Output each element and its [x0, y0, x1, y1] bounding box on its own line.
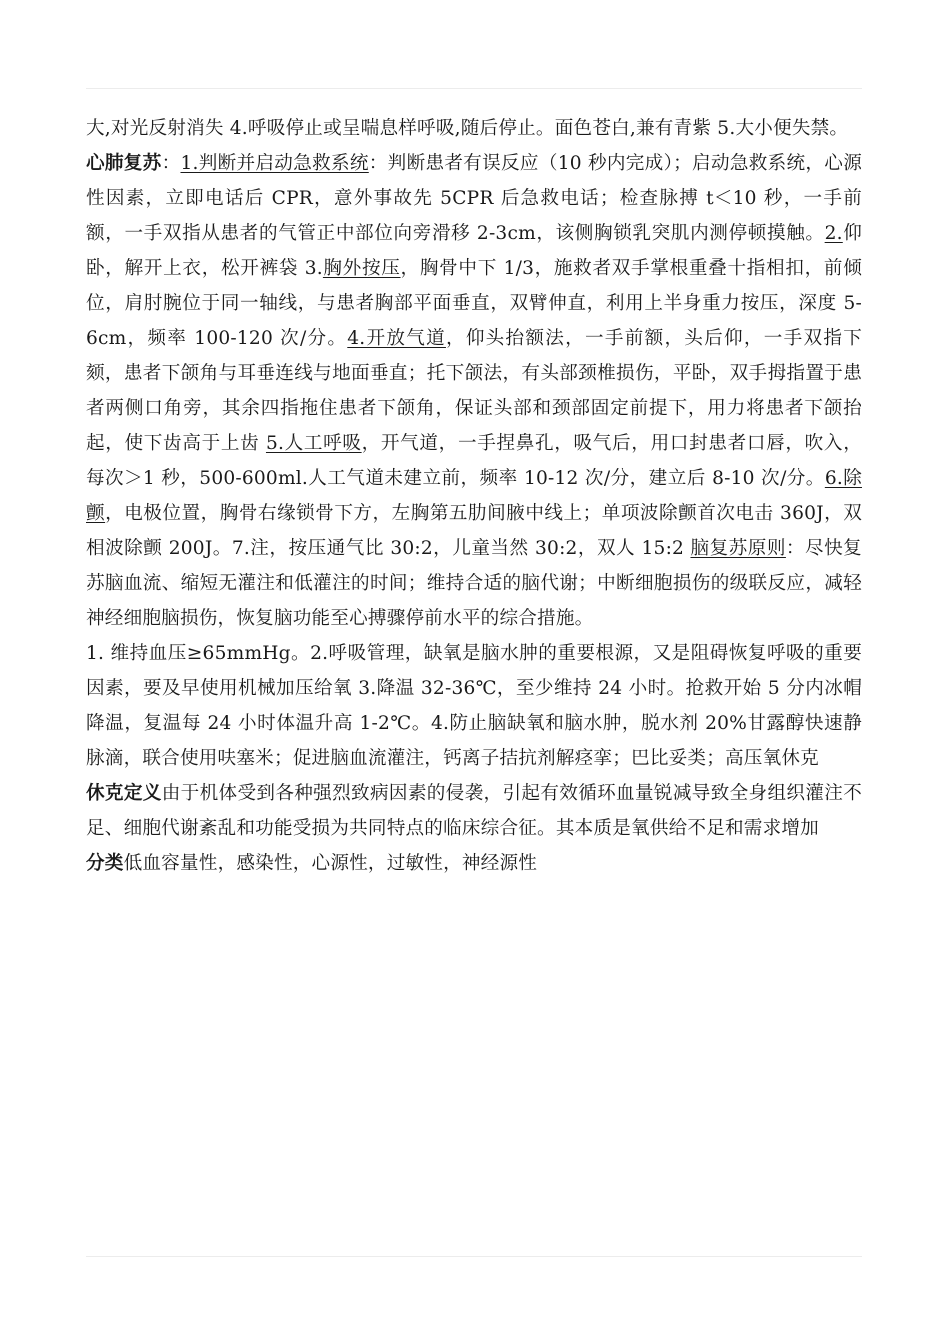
text-run: 仰卧，解开上衣，松开裤袋 3. [86, 223, 863, 279]
paragraph-brain-resuscitation [86, 636, 862, 776]
text-run: ，电极位置，胸骨右缘锁骨下方，左胸第五肋间腋中线上；单项波除颤首次电击 360J，双相波除颤 200J。7.注，按压通气比 30:2，儿童当然 30:2，双人 15:2 [86, 503, 862, 559]
text-run: 低血容量性，感染性，心源性，过敏性，神经源性 [123, 853, 538, 874]
paragraph-intro [86, 111, 862, 146]
paragraph-shock-classification [86, 846, 862, 881]
section-heading: 休克定义 [86, 783, 162, 804]
paragraph-shock-definition [86, 776, 862, 846]
underlined-term: 脑复苏原则 [690, 538, 786, 559]
footer-rule [86, 1256, 862, 1257]
underlined-term: 胸外按压 [322, 258, 401, 279]
text-run: ，仰头抬额法，一手前额，头后仰，一手双指下颏，患者下颌角与耳垂连线与地面垂直；托下颌法，有头部颈椎损伤，平卧，双手拇指置于患者两侧口角旁，其余四指拖住患者下颌角，保证头部和颈部固定前提下，用力将患者下颌抬起，使下齿高于上齿 [86, 328, 862, 454]
section-heading: 心肺复苏 [86, 153, 162, 174]
document-body [86, 111, 862, 881]
text-run: ：尽快复苏脑血流、缩短无灌注和低灌注的时间；维持合适的脑代谢；中断细胞损伤的级联反应，减轻神经细胞脑损伤，恢复脑功能至心搏骤停前水平的综合措施。 [86, 538, 862, 629]
text-run: ： [161, 153, 181, 174]
underlined-term: 6.除颤 [86, 468, 862, 524]
underlined-term: 4.开放气道 [347, 328, 446, 349]
text-run: 由于机体受到各种强烈致病因素的侵袭，引起有效循环血量锐减导致全身组织灌注不足、细胞代谢紊乱和功能受损为共同特点的临床综合征。其本质是氧供给不足和需求增加 [86, 783, 862, 839]
paragraph-cpr [86, 146, 862, 636]
header-rule [86, 88, 862, 89]
text-run: 1. 维持血压≥65mmHg。2.呼吸管理，缺氧是脑水肿的重要根源，又是阻碍恢复呼吸的重要因素，要及早使用机械加压给氧 3.降温 32-36℃，至少维持 24 小时。抢救开始 5 分内冰帽降温，复温每 24 小时体温升高 1-2℃。4.防止脑缺氧和脑水肿，脱水剂 20%甘露醇快速静脉滴，联合使用呋塞米；促进脑血流灌注，钙离子拮抗剂解痉挛；巴比妥类；高压氧休克 [86, 643, 862, 769]
underlined-term: 5.人工呼吸 [265, 433, 362, 454]
text-run: ，胸骨中下 1/3，施救者双手掌根重叠十指相扣，前倾位，肩肘腕位于同一轴线，与患者胸部平面垂直，双臂伸直，利用上半身重力按压，深度 5-6cm，频率 100-120 次/分。 [86, 258, 862, 349]
text-run: 大,对光反射消失 4.呼吸停止或呈喘息样呼吸,随后停止。面色苍白,兼有青紫 5.大小便失禁。 [86, 118, 849, 139]
section-heading: 分类 [86, 853, 124, 874]
underlined-term: 1.判断并启动急救系统 [180, 153, 369, 174]
text-run: ，开气道，一手捏鼻孔，吸气后，用口封患者口唇，吹入，每次＞1 秒，500-600ml.人工气道未建立前，频率 10-12 次/分，建立后 8-10 次/分。 [86, 433, 862, 489]
text-run: ：判断患者有误反应（10 秒内完成）；启动急救系统，心源性因素，立即电话后 CPR，意外事故先 5CPR 后急救电话；检查脉搏 t＜10 秒，一手前额，一手双指从患者的气管正中部位向旁滑移 2-3cm，该侧胸锁乳突肌内测停顿摸触。 [86, 153, 862, 244]
underlined-term: 2. [824, 223, 843, 244]
